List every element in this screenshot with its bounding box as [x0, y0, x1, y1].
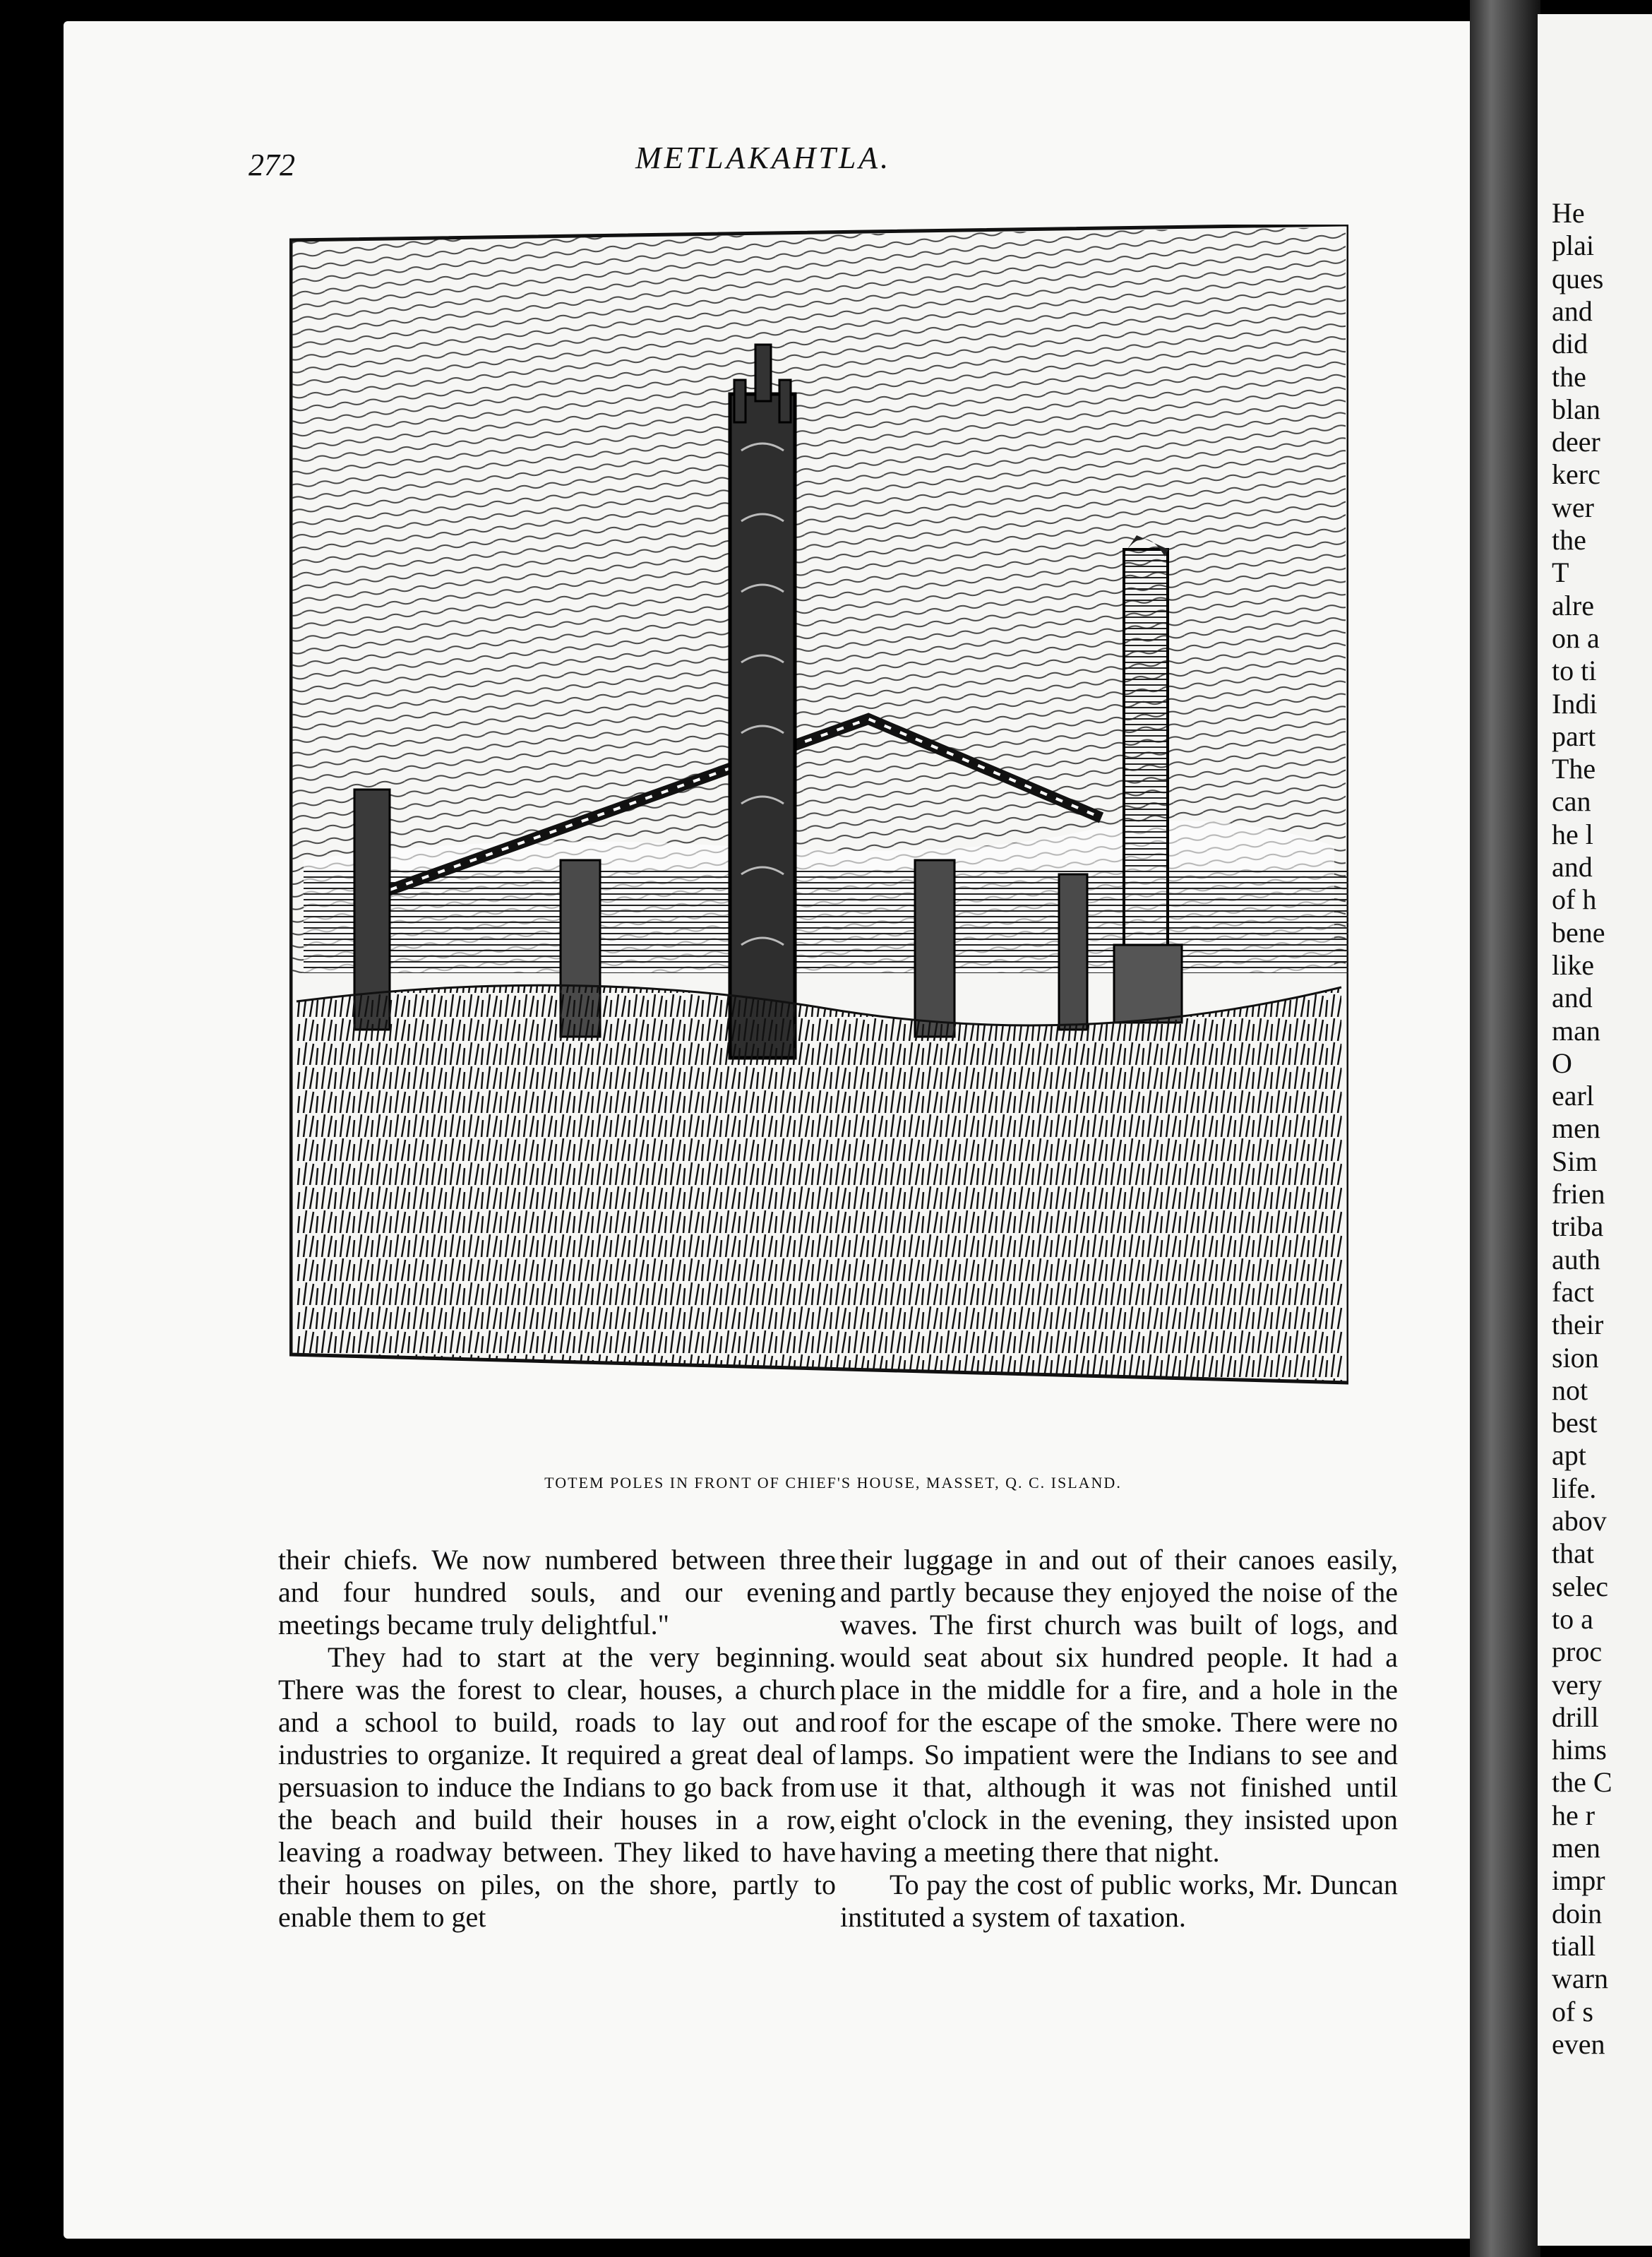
adjacent-page-line: did	[1552, 328, 1588, 360]
adjacent-page-line: Sim	[1552, 1145, 1598, 1177]
adjacent-page-line: T	[1552, 556, 1569, 589]
adjacent-page-line: men	[1552, 1112, 1600, 1145]
adjacent-page-line: kerc	[1552, 458, 1600, 491]
adjacent-page-line: deer	[1552, 426, 1600, 458]
book-gutter	[1470, 0, 1540, 2257]
adjacent-page-line: The	[1552, 753, 1596, 785]
adjacent-page-line: proc	[1552, 1636, 1603, 1668]
totem-poles-engraving	[289, 225, 1348, 1439]
adjacent-page-line: tiall	[1552, 1929, 1596, 1962]
adjacent-page-line: apt	[1552, 1439, 1586, 1472]
adjacent-page-line: on a	[1552, 621, 1600, 654]
adjacent-page-line: best	[1552, 1407, 1598, 1439]
adjacent-page-line: that	[1552, 1537, 1594, 1570]
adjacent-page-line: life.	[1552, 1472, 1597, 1504]
adjacent-page-line: auth	[1552, 1243, 1600, 1275]
adjacent-page-line: even	[1552, 2027, 1605, 2060]
adjacent-page-line: like	[1552, 948, 1594, 981]
adjacent-page-line: sion	[1552, 1341, 1599, 1374]
adjacent-page-line: O	[1552, 1047, 1572, 1079]
adjacent-page-line: doin	[1552, 1897, 1603, 1929]
adjacent-page-line: alre	[1552, 589, 1594, 621]
adjacent-page-line: ques	[1552, 262, 1604, 294]
adjacent-page-line: wer	[1552, 491, 1594, 523]
adjacent-page-line: men	[1552, 1832, 1600, 1864]
adjacent-page-line: he r	[1552, 1799, 1596, 1831]
paragraph: To pay the cost of public works, Mr. Duncan instituted a system of taxation.	[840, 1869, 1398, 1933]
adjacent-page-line: part	[1552, 720, 1596, 752]
adjacent-page-line: warn	[1552, 1963, 1608, 1995]
figure-caption: TOTEM POLES IN FRONT OF CHIEF'S HOUSE, MASSET, Q. C. ISLAND.	[544, 1474, 1122, 1491]
adjacent-page-line: the C	[1552, 1766, 1612, 1799]
adjacent-page-line: of h	[1552, 883, 1597, 916]
right-column	[840, 1544, 1398, 1934]
adjacent-page-line: and	[1552, 982, 1593, 1014]
adjacent-page-line: hims	[1552, 1734, 1607, 1766]
adjacent-page-line: plai	[1552, 230, 1594, 262]
adjacent-page-line: their	[1552, 1309, 1604, 1341]
adjacent-page-line: selec	[1552, 1570, 1608, 1602]
adjacent-page	[1538, 14, 1652, 2246]
adjacent-page-line: can	[1552, 785, 1591, 818]
adjacent-page-line: drill	[1552, 1701, 1599, 1733]
adjacent-page-line: and	[1552, 294, 1593, 327]
adjacent-page-line: fact	[1552, 1275, 1594, 1308]
adjacent-page-line: and	[1552, 851, 1593, 883]
adjacent-page-line: of s	[1552, 1995, 1593, 2027]
paragraph: They had to start at the very beginning. There was the forest to clear, houses, a church and a school to build, roads to lay out and industries to organize. It required a great deal of persuasion to induce the Indians to go back from the beach and build their houses in a row, leaving a roadway between. They liked to have their houses on piles, on the shore, partly to enable them to get	[278, 1641, 836, 1933]
adjacent-page-line: not	[1552, 1374, 1588, 1406]
adjacent-page-line: blan	[1552, 393, 1600, 425]
paragraph: their luggage in and out of their canoes easily, and partly because they enjoyed the noise of the waves. The first church was built of logs, and would seat about six hundred people. It had a place in the middle for a fire, and a hole in the roof for the escape of the smoke. There were no lamps. So impatient were the Indians to see and use it that, although it was not finished until eight o'clock in the evening, they insisted upon having a meeting there that night.	[840, 1544, 1398, 1868]
adjacent-page-line: frien	[1552, 1178, 1605, 1210]
adjacent-page-line: He	[1552, 197, 1585, 229]
adjacent-page-line: the	[1552, 524, 1586, 556]
adjacent-page-line: very	[1552, 1668, 1603, 1701]
adjacent-page-line: man	[1552, 1014, 1600, 1047]
adjacent-page-line: to a	[1552, 1602, 1593, 1635]
adjacent-page-line: abov	[1552, 1505, 1607, 1537]
running-title: METLAKAHTLA.	[635, 141, 892, 175]
left-column	[278, 1544, 836, 1934]
adjacent-page-line: impr	[1552, 1864, 1605, 1897]
adjacent-page-line: Indi	[1552, 687, 1598, 720]
adjacent-page-line: earl	[1552, 1080, 1594, 1112]
adjacent-page-line: the	[1552, 360, 1586, 393]
adjacent-page-line: he l	[1552, 818, 1593, 850]
adjacent-page-line: bene	[1552, 916, 1605, 948]
adjacent-page-line: triba	[1552, 1210, 1604, 1243]
paragraph: their chiefs. We now numbered between three and four hundred souls, and our evening meetings became truly delightful."	[278, 1544, 836, 1640]
adjacent-page-line: to ti	[1552, 655, 1597, 687]
page-number: 272	[249, 148, 295, 182]
